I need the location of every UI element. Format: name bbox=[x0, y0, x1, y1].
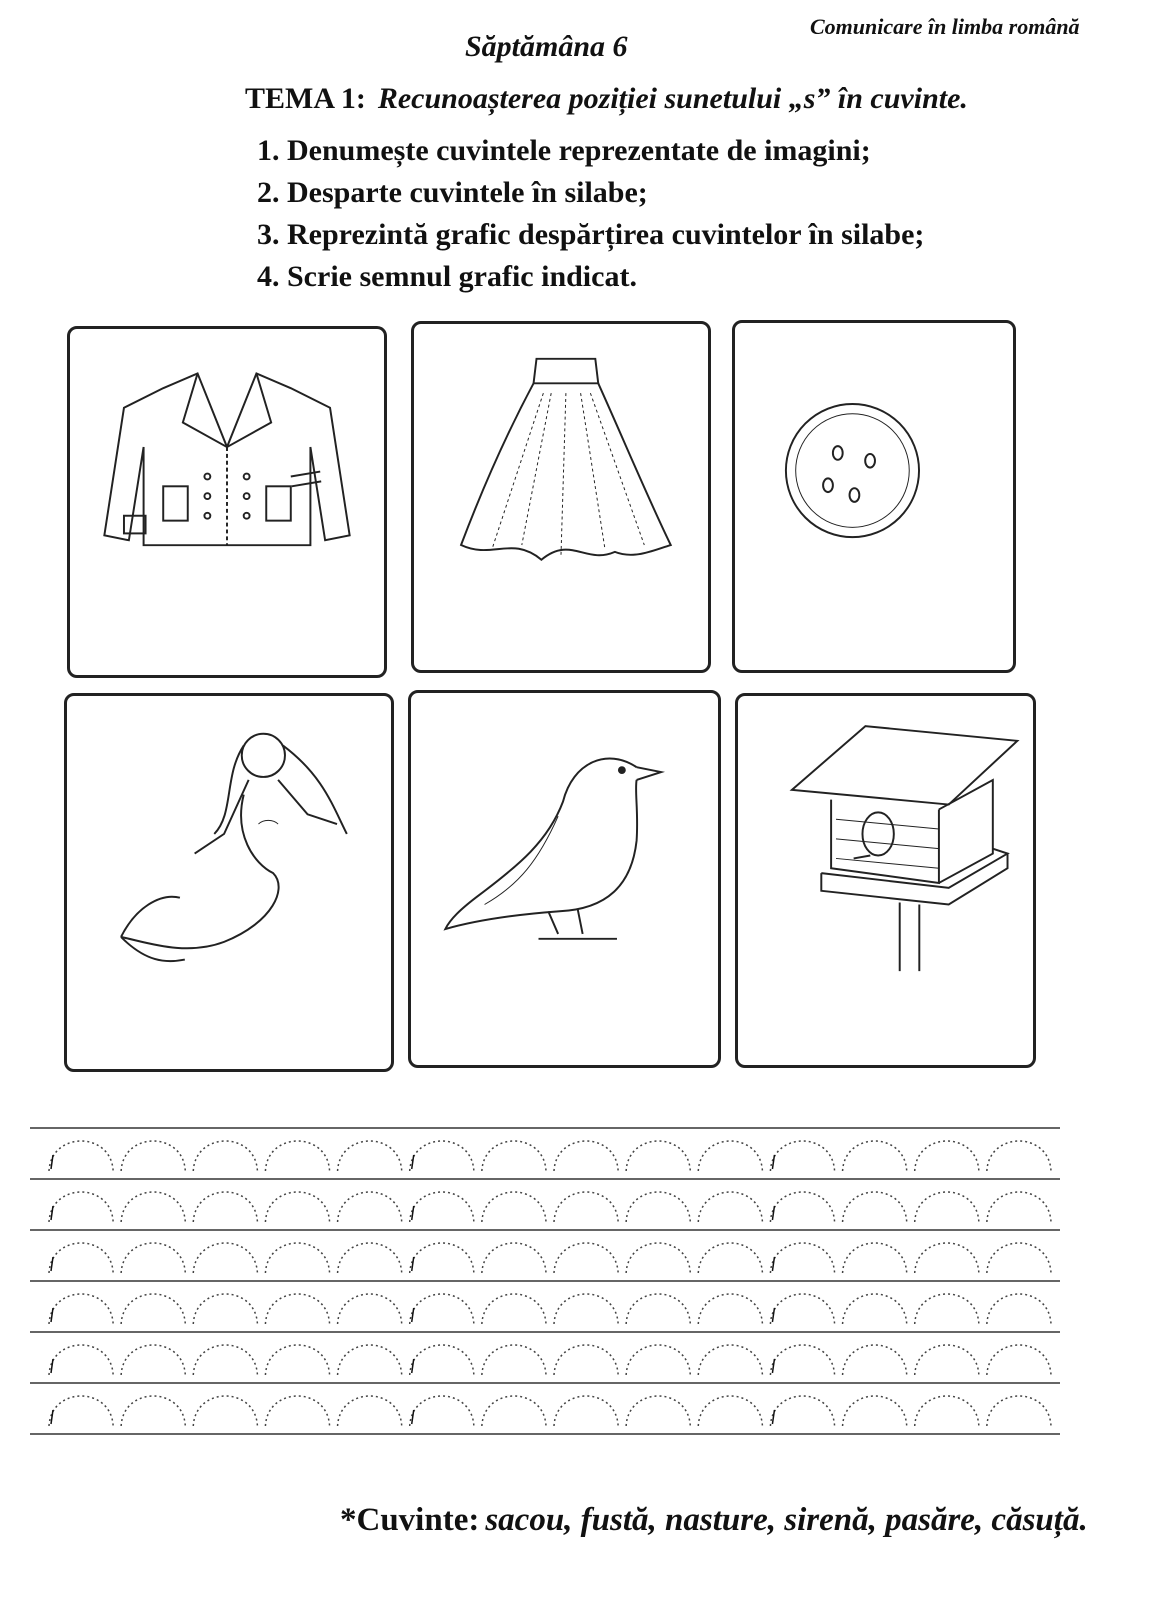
dotted-arc bbox=[265, 1243, 329, 1273]
dotted-arc bbox=[987, 1243, 1051, 1273]
start-marker bbox=[772, 1359, 774, 1373]
word-list-words: sacou, fustă, nasture, sirenă, pasăre, căsuță. bbox=[485, 1502, 1088, 1538]
word-list-label: *Cuvinte: bbox=[340, 1502, 480, 1538]
dotted-arc bbox=[554, 1243, 618, 1273]
dotted-arc bbox=[698, 1141, 762, 1171]
start-marker bbox=[51, 1308, 53, 1322]
dotted-arc bbox=[121, 1141, 185, 1171]
week-title: Săptămâna 6 bbox=[465, 30, 628, 63]
start-marker bbox=[412, 1410, 414, 1424]
dotted-arc bbox=[482, 1141, 546, 1171]
dotted-arc bbox=[410, 1396, 474, 1426]
theme-label: TEMA 1: bbox=[245, 82, 366, 115]
dotted-arc bbox=[482, 1396, 546, 1426]
start-marker bbox=[412, 1206, 414, 1220]
dotted-arc bbox=[410, 1294, 474, 1324]
dotted-arc bbox=[410, 1243, 474, 1273]
dotted-arc bbox=[626, 1294, 690, 1324]
dotted-arc bbox=[193, 1345, 257, 1375]
dotted-arc bbox=[193, 1243, 257, 1273]
dotted-arc bbox=[482, 1192, 546, 1222]
dotted-arc bbox=[843, 1345, 907, 1375]
dotted-arc bbox=[482, 1345, 546, 1375]
dotted-arc bbox=[193, 1192, 257, 1222]
dotted-arc bbox=[770, 1396, 834, 1426]
start-marker bbox=[772, 1410, 774, 1424]
start-marker bbox=[51, 1359, 53, 1373]
dotted-arc bbox=[121, 1294, 185, 1324]
dotted-arc bbox=[770, 1345, 834, 1375]
dotted-arc bbox=[554, 1294, 618, 1324]
dotted-arc bbox=[554, 1192, 618, 1222]
dotted-arc bbox=[987, 1345, 1051, 1375]
dotted-arc bbox=[121, 1396, 185, 1426]
dotted-arc bbox=[193, 1396, 257, 1426]
dotted-arc bbox=[49, 1345, 113, 1375]
start-marker bbox=[772, 1206, 774, 1220]
dotted-arc bbox=[987, 1192, 1051, 1222]
dotted-arc bbox=[554, 1396, 618, 1426]
dotted-arc bbox=[49, 1243, 113, 1273]
dotted-arc bbox=[626, 1141, 690, 1171]
dotted-arc bbox=[265, 1141, 329, 1171]
dotted-arc bbox=[843, 1243, 907, 1273]
dotted-arc bbox=[843, 1396, 907, 1426]
theme-title: Recunoașterea poziției sunetului „s” în cuvinte. bbox=[377, 82, 968, 115]
dotted-arc bbox=[338, 1396, 402, 1426]
dotted-arc bbox=[265, 1192, 329, 1222]
dotted-arc bbox=[338, 1141, 402, 1171]
task-item: 4. Scrie semnul grafic indicat. bbox=[257, 260, 637, 293]
dotted-arc bbox=[193, 1294, 257, 1324]
dotted-arc bbox=[265, 1294, 329, 1324]
dotted-arc bbox=[49, 1141, 113, 1171]
dotted-arc bbox=[49, 1192, 113, 1222]
start-marker bbox=[772, 1257, 774, 1271]
dotted-arc bbox=[915, 1192, 979, 1222]
dotted-arc bbox=[843, 1294, 907, 1324]
dotted-arc bbox=[626, 1396, 690, 1426]
dotted-arc bbox=[121, 1345, 185, 1375]
dotted-arc bbox=[49, 1396, 113, 1426]
dotted-arc bbox=[915, 1396, 979, 1426]
dotted-arc bbox=[121, 1243, 185, 1273]
dotted-arc bbox=[915, 1243, 979, 1273]
start-marker bbox=[51, 1206, 53, 1220]
start-marker bbox=[772, 1308, 774, 1322]
dotted-arc bbox=[265, 1345, 329, 1375]
dotted-arc bbox=[770, 1141, 834, 1171]
dotted-arc bbox=[915, 1345, 979, 1375]
dotted-arc bbox=[698, 1192, 762, 1222]
dotted-arc bbox=[987, 1141, 1051, 1171]
dotted-arc bbox=[193, 1141, 257, 1171]
dotted-arc bbox=[626, 1243, 690, 1273]
dotted-arc bbox=[338, 1294, 402, 1324]
dotted-arc bbox=[987, 1396, 1051, 1426]
start-marker bbox=[412, 1359, 414, 1373]
dotted-arc bbox=[554, 1141, 618, 1171]
dotted-arc bbox=[770, 1294, 834, 1324]
dotted-arc bbox=[121, 1192, 185, 1222]
task-item: 2. Desparte cuvintele în silabe; bbox=[257, 176, 648, 209]
dotted-arc bbox=[770, 1243, 834, 1273]
dotted-arc bbox=[49, 1294, 113, 1324]
start-marker bbox=[412, 1308, 414, 1322]
dotted-arc bbox=[410, 1141, 474, 1171]
start-marker bbox=[51, 1410, 53, 1424]
dotted-arc bbox=[843, 1141, 907, 1171]
dotted-arc bbox=[698, 1396, 762, 1426]
dotted-arc bbox=[338, 1345, 402, 1375]
dotted-arc bbox=[770, 1192, 834, 1222]
word-list bbox=[340, 1502, 1088, 1539]
start-marker bbox=[51, 1155, 53, 1169]
dotted-arc bbox=[915, 1294, 979, 1324]
dotted-arc bbox=[987, 1294, 1051, 1324]
start-marker bbox=[772, 1155, 774, 1169]
dotted-arc bbox=[338, 1192, 402, 1222]
start-marker bbox=[412, 1155, 414, 1169]
dotted-arc bbox=[626, 1192, 690, 1222]
task-item: 1. Denumește cuvintele reprezentate de imagini; bbox=[257, 134, 871, 167]
task-item: 3. Reprezintă grafic despărțirea cuvintelor în silabe; bbox=[257, 218, 925, 251]
dotted-arc bbox=[843, 1192, 907, 1222]
start-marker bbox=[412, 1257, 414, 1271]
start-marker bbox=[51, 1257, 53, 1271]
dotted-arc bbox=[698, 1243, 762, 1273]
dotted-arc bbox=[698, 1294, 762, 1324]
dotted-arc bbox=[626, 1345, 690, 1375]
dotted-arc bbox=[482, 1243, 546, 1273]
dotted-arc bbox=[698, 1345, 762, 1375]
dotted-arc bbox=[410, 1192, 474, 1222]
dotted-arc bbox=[554, 1345, 618, 1375]
dotted-arc bbox=[338, 1243, 402, 1273]
subject-label: Comunicare în limba română bbox=[810, 14, 1080, 39]
dotted-arc bbox=[915, 1141, 979, 1171]
dotted-arc bbox=[482, 1294, 546, 1324]
dotted-arc bbox=[410, 1345, 474, 1375]
dotted-arc bbox=[265, 1396, 329, 1426]
